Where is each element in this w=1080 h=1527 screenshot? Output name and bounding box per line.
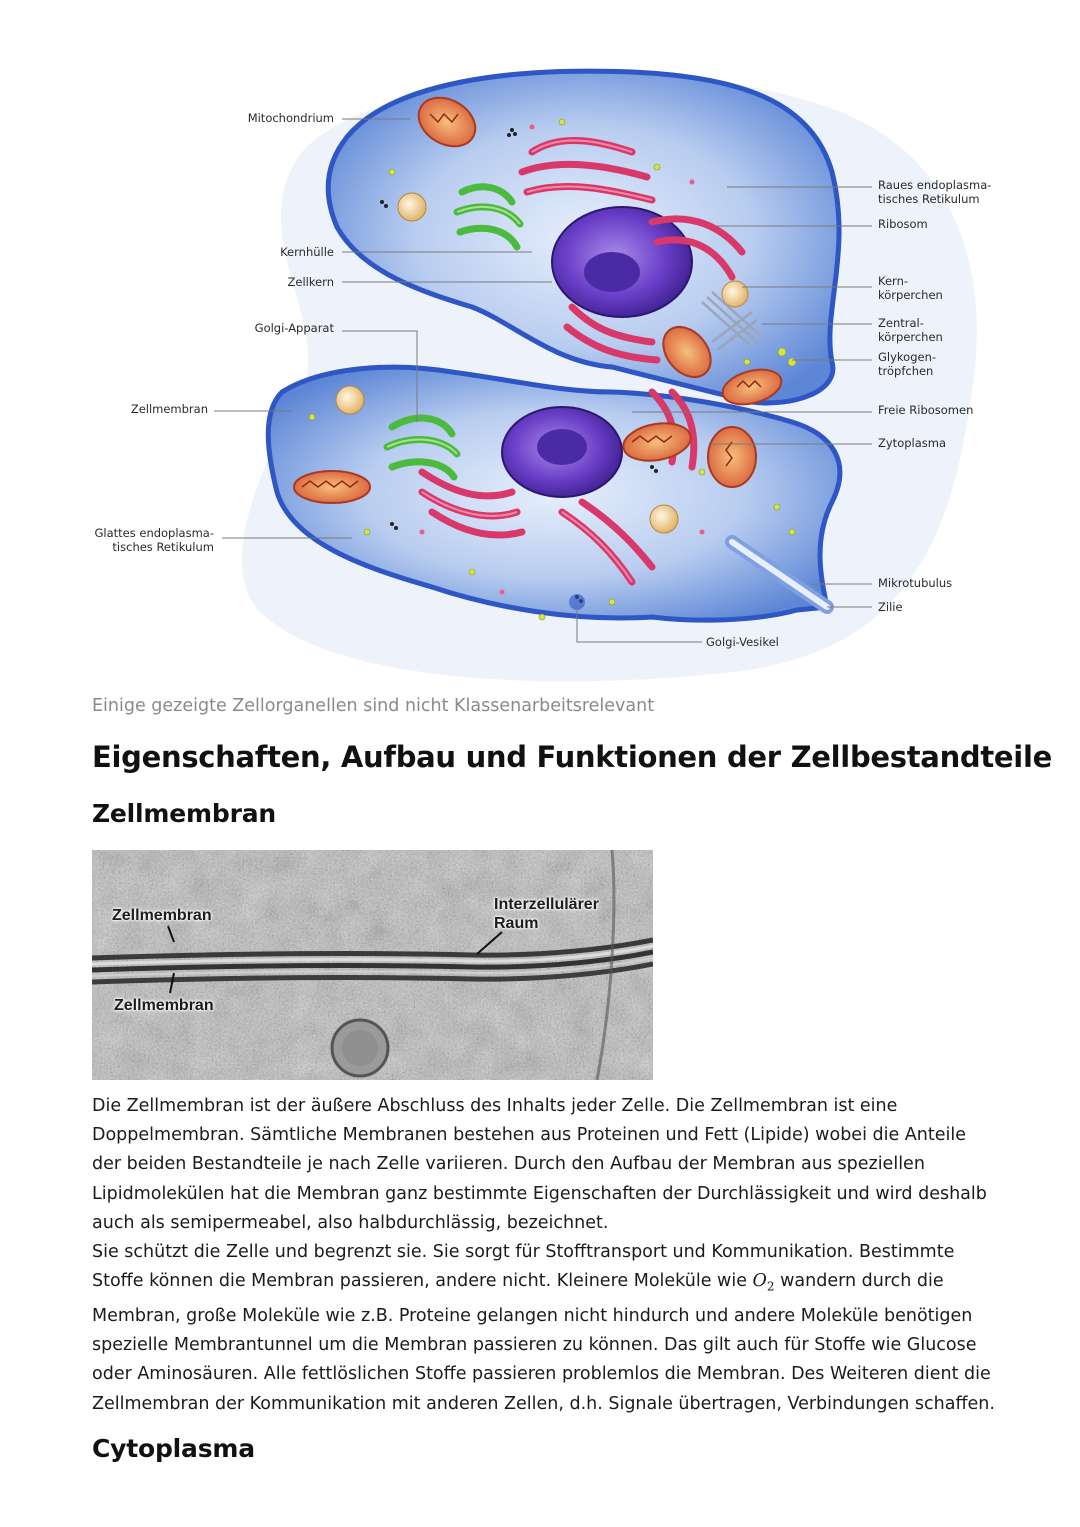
- membrane-paragraph-2: [92, 1238, 997, 1419]
- membrane-paragraph-2-part-b: wandern durch die Membran, große Moleküle wie z.B. Proteine gelangen nicht hindurch und andere Moleküle benötigen spezielle Membrantunnel um die Membran passieren zu können. Das gilt auch für Stoffe wie Glucose oder Aminosäuren. Alle fettlöslichen Stoffe passieren problemlos die Membran. Des Weiteren dient die Zellmembran der Kommunikation mit anderen Zellen, d.h. Signale übertragen, Verbindungen schaffen.: [92, 1271, 995, 1414]
- label-kernhuelle: Kernhülle: [280, 245, 334, 259]
- cell-diagram-figure: [92, 62, 992, 682]
- label-glykogen: Glykogen- tröpfchen: [878, 350, 937, 378]
- label-ribosom: Ribosom: [878, 217, 928, 231]
- label-zytoplasma: Zytoplasma: [878, 436, 947, 450]
- figure-caption: Einige gezeigte Zellorganellen sind nicht Klassenarbeitsrelevant: [92, 696, 655, 716]
- micrograph-label-space: [494, 895, 599, 933]
- membrane-paragraph-2-part-a: Sie schützt die Zelle und begrenzt sie. Sie sorgt für Stofftransport und Kommunikation. Bestimmte Stoffe können die Membran passieren, andere nicht. Kleinere Moleküle wie: [92, 1242, 955, 1292]
- oxygen-formula: [752, 1271, 775, 1294]
- micrograph-label-space-line2: Raum: [494, 915, 539, 932]
- oxygen-formula-subscript: 2: [766, 1279, 775, 1294]
- oxygen-formula-base: O: [752, 1271, 767, 1292]
- label-golgi-vesikel: Golgi-Vesikel: [706, 635, 779, 649]
- label-zilie: Zilie: [878, 600, 903, 614]
- cell-illustration: [92, 62, 992, 682]
- section-title-zellmembran: Zellmembran: [92, 799, 276, 828]
- label-zellkern: Zellkern: [287, 275, 334, 289]
- micrograph-image: [92, 850, 653, 1080]
- label-glattes-er: Glattes endoplasma- tisches Retikulum: [94, 526, 214, 554]
- label-freie-ribosomen: Freie Ribosomen: [878, 403, 974, 417]
- label-zellmembran: Zellmembran: [130, 402, 208, 416]
- label-raues-er: Raues endoplasma- tisches Retikulum: [878, 178, 992, 206]
- label-mitochondrium: Mitochondrium: [247, 111, 334, 125]
- micrograph-label-membrane-bottom: Zellmembran: [114, 997, 214, 1014]
- label-mikrotubulus: Mikrotubulus: [878, 576, 953, 590]
- section-title-cytoplasma: Cytoplasma: [92, 1434, 255, 1463]
- membrane-body-text: [92, 1092, 997, 1419]
- membrane-paragraph-1: Die Zellmembran ist der äußere Abschluss des Inhalts jeder Zelle. Die Zellmembran ist eine Doppelmembran. Sämtliche Membranen bestehen aus Proteinen und Fett (Lipide) wobei die Anteile der beiden Bestandteile je nach Zelle variieren. Durch den Aufbau der Membran aus speziellen Lipidmolekülen hat die Membran ganz bestimmte Eigenschaften der Durchlässigkeit und wird deshalb auch als semipermeabel, also halbdurchlässig, bezeichnet.: [92, 1096, 987, 1233]
- label-golgi-apparat: Golgi-Apparat: [254, 321, 334, 335]
- micrograph-label-membrane-top: Zellmembran: [112, 907, 212, 924]
- page-title: Eigenschaften, Aufbau und Funktionen der Zellbestandteile: [92, 740, 1052, 774]
- label-zentralkoerperchen: Zentral- körperchen: [878, 316, 943, 344]
- micrograph-label-space-line1: Interzellulärer: [494, 896, 599, 913]
- membrane-micrograph: [92, 850, 653, 1080]
- label-kernkoerperchen: Kern- körperchen: [878, 274, 943, 302]
